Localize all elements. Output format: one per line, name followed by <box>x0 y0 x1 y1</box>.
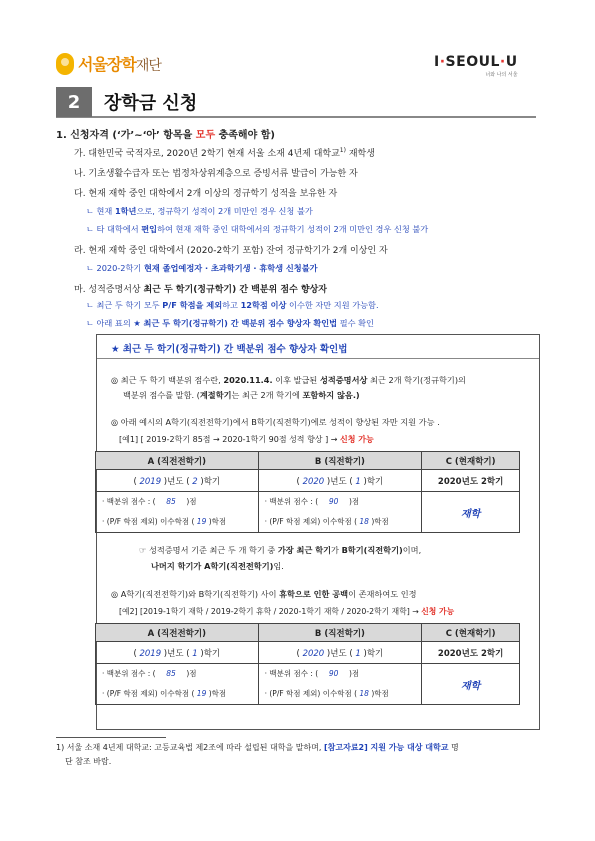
criteria-da: 다. 현재 재학 중인 대학에서 2개 이상의 정규학기 성적을 보유한 자 <box>74 189 338 199</box>
t2-b-year: ( 2020 )년도 ( 1 )학기 <box>258 642 422 664</box>
criteria-ma-sub2: ㄴ 아래 표의 ★ 최근 두 학기(정규학기) 간 백분위 점수 향상자 확인법 필수 확인 <box>86 318 374 328</box>
t1-b-info: · 백분위 점수 : ( 90 )점 · (P/F 학점 제외) 이수학점 ( 18 )학점 <box>258 492 422 533</box>
footnote-divider <box>56 737 166 738</box>
example1-table <box>95 451 520 533</box>
criteria-ma: 마. 성적증명서상 최근 두 학기(정규학기) 간 백분위 점수 향상자 <box>74 285 327 295</box>
t2-c-status: 재학 <box>422 664 520 705</box>
criteria-na: 나. 기초생활수급자 또는 법정차상위계층으로 증빙서류 발급이 가능한 자 <box>74 169 358 179</box>
section-header <box>56 88 536 118</box>
foundation-logo <box>56 52 161 75</box>
col-a-header: A (직전전학기) <box>96 624 259 642</box>
col-b-header: B (직전학기) <box>258 624 422 642</box>
foundation-logo-text: 서울장학재단 <box>78 55 161 74</box>
t2-a-year: ( 2019 )년도 ( 1 )학기 <box>96 642 259 664</box>
criteria-da-sub1: ㄴ 현재 1학년으로, 정규학기 성적이 2개 미만인 경우 신청 불가 <box>86 206 313 216</box>
foundation-logo-icon <box>56 53 74 75</box>
section-title: 장학금 신청 <box>104 93 198 114</box>
score-check-title: ★ 최근 두 학기(정규학기) 간 백분위 점수 향상자 확인법 <box>111 344 348 355</box>
section-number: 2 <box>56 87 92 117</box>
box-para2: ◎ 아래 예시의 A학기(직전전학기)에서 B학기(직전학기)에로 성적이 향상된 자만 지원 가능 . <box>111 417 440 427</box>
criteria-ga: 가. 대한민국 국적자로, 2020년 2학기 현재 서울 소재 4년제 대학교$^{1)}$ 재학생 <box>74 147 375 159</box>
example1: [예1] [ 2019-2학기 85점 → 2020-1학기 90점 성적 향상 ] → 신청 가능 <box>119 435 374 444</box>
box-note-line1: ☞ 성적증명서 기준 최근 두 개 학기 중 가장 최근 학기가 B학기(직전학기)이며, <box>139 545 422 555</box>
box-para1-line1: ◎ 최근 두 학기 백분위 점수란, 2020.11.4. 이후 발급된 성적증명서상 최근 2개 학기(정규학기)의 <box>111 375 466 385</box>
footnote: 1) 서울 소재 4년제 대학교: 고등교육법 제2조에 따라 설립된 대학을 말하며, [참고자료2] 지원 가능 대상 대학교 명 단 참조 바람. <box>56 743 459 766</box>
t1-c-status: 재학 <box>422 492 520 533</box>
criteria-heading: 1. 신청자격 (‘가’~‘아’ 항목을 모두 충족해야 함) <box>56 130 275 141</box>
example2: [예2] [2019-1학기 재학 / 2019-2학기 휴학 / 2020-1학기 재학 / 2020-2학기 재학] → 신청 가능 <box>119 607 455 616</box>
col-c-header: C (현재학기) <box>422 452 520 470</box>
col-b-header: B (직전학기) <box>258 452 422 470</box>
t1-c-year: 2020년도 2학기 <box>422 470 520 492</box>
t2-a-info: · 백분위 점수 : ( 85 )점 · (P/F 학점 제외) 이수학점 ( 19 )학점 <box>96 664 259 705</box>
col-a-header: A (직전전학기) <box>96 452 259 470</box>
i-seoul-u-logo: I·SEOUL·U 너와 나의 서울 <box>434 54 518 78</box>
score-check-box <box>96 334 540 730</box>
t1-a-info: · 백분위 점수 : ( 85 )점 · (P/F 학점 제외) 이수학점 ( 19 )학점 <box>96 492 259 533</box>
t1-a-year: ( 2019 )년도 ( 2 )학기 <box>96 470 259 492</box>
criteria-ra: 라. 현재 재학 중인 대학에서 (2020-2학기 포함) 잔여 정규학기가 2개 이상인 자 <box>74 246 388 256</box>
criteria-ma-sub1: ㄴ 최근 두 학기 모두 P/F 학점을 제외하고 12학점 이상 이수한 자만 지원 가능함. <box>86 300 379 310</box>
t2-c-year: 2020년도 2학기 <box>422 642 520 664</box>
box-para1-line2: 백분위 점수를 말함. (계절학기는 최근 2개 학기에 포함하지 않음.) <box>123 390 360 400</box>
t2-b-info: · 백분위 점수 : ( 90 )점 · (P/F 학점 제외) 이수학점 ( 18 )학점 <box>258 664 422 705</box>
criteria-ra-sub: ㄴ 2020-2학기 현재 졸업예정자 · 초과학기생 · 휴학생 신청불가 <box>86 263 318 273</box>
example2-table <box>95 623 520 705</box>
score-check-title-bar <box>97 335 539 359</box>
t1-b-year: ( 2020 )년도 ( 1 )학기 <box>258 470 422 492</box>
box-para3: ◎ A학기(직전전학기)와 B학기(직전학기) 사이 휴학으로 인한 공백이 존재하여도 인정 <box>111 589 417 599</box>
col-c-header: C (현재학기) <box>422 624 520 642</box>
criteria-da-sub2: ㄴ 타 대학에서 편입하여 현재 재학 중인 대학에서의 정규학기 성적이 2개 미만인 경우 신청 불가 <box>86 224 429 234</box>
box-note-line2: 나머지 학기가 A학기(직전전학기)임. <box>151 561 284 571</box>
